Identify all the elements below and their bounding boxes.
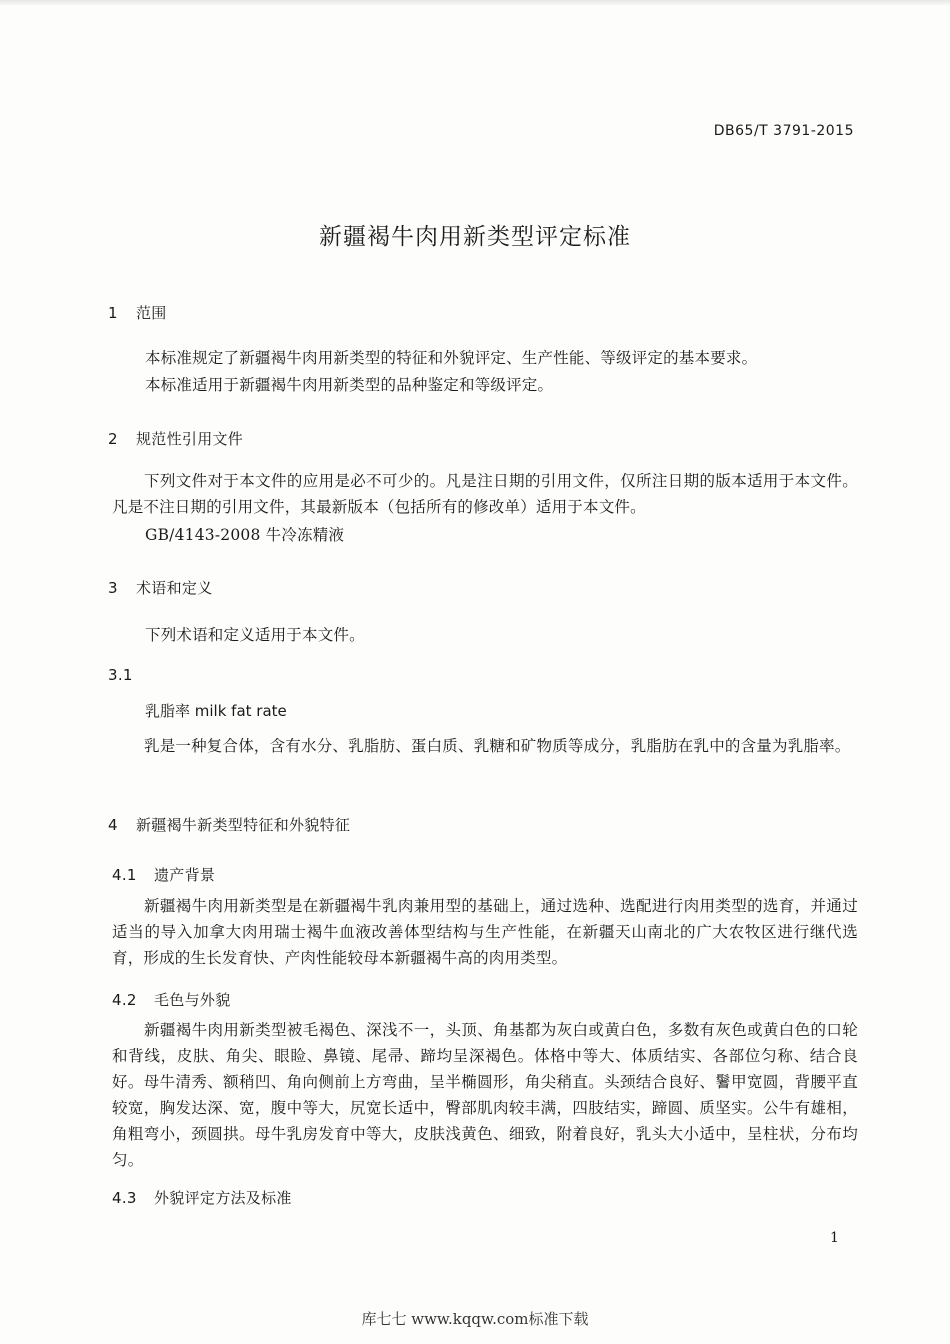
subsection-4-2-paragraph: 新疆褐牛肉用新类型被毛褐色、深浅不一，头顶、角基都为灰白或黄白色，多数有灰色或黄白色的口轮和背线，皮肤、角尖、眼睑、鼻镜、尾帚、蹄均呈深褐色。体格中等大、体质结实、各部位匀称、结合良好。母牛清秀、额稍凹、角向侧前上方弯曲，呈半椭圆形，角尖稍直。头颈结合良好、鬐甲宽圆，背腰平直较宽，胸发达深、宽，腹中等大，尻宽长适中，臀部肌肉较丰满，四肢结实，蹄圆、质坚实。公牛有雄相，角粗弯小，颈圆拱。母牛乳房发育中等大，皮肤浅黄色、细致，附着良好，乳头大小适中，呈柱状，分布均匀。	[112, 1021, 858, 1169]
watermark-footer: 库七七 www.kqqw.com标准下载	[361, 1310, 589, 1328]
normative-reference: GB/4143-2008 牛冷冻精液	[145, 526, 345, 544]
term-definition: 乳是一种复合体，含有水分、乳脂肪、蛋白质、乳糖和矿物质等成分，乳脂肪在乳中的含量为乳脂率。	[144, 737, 851, 755]
section-2-heading	[108, 428, 243, 449]
section-title: 新疆褐牛新类型特征和外貌特征	[136, 816, 351, 834]
subsection-number: 4.1	[112, 866, 137, 884]
standard-code: DB65/T 3791-2015	[713, 123, 854, 139]
section-title: 术语和定义	[136, 579, 213, 597]
section-title: 范围	[136, 304, 167, 322]
subsection-title: 遗产背景	[154, 866, 216, 884]
document-title: 新疆褐牛肉用新类型评定标准	[319, 224, 631, 250]
subsection-4-1-paragraph: 新疆褐牛肉用新类型是在新疆褐牛乳肉兼用型的基础上，通过选种、选配进行肉用类型的选育，并通过适当的导入加拿大肉用瑞士褐牛血液改善体型结构与生产性能，在新疆天山南北的广大农牧区进行继代选育，形成的生长发育快、产肉性能较母本新疆褐牛高的肉用类型。	[112, 897, 858, 967]
scan-top-edge	[0, 0, 950, 6]
subsection-number: 4.2	[112, 991, 137, 1009]
section-number: 2	[108, 430, 118, 448]
section-4-heading	[108, 814, 350, 835]
section-1-heading	[108, 302, 167, 323]
section-1-paragraph-2: 本标准适用于新疆褐牛肉用新类型的品种鉴定和等级评定。	[145, 376, 554, 394]
section-3-heading	[108, 577, 213, 598]
section-number: 1	[108, 304, 118, 322]
section-3-paragraph-1: 下列术语和定义适用于本文件。	[145, 626, 365, 644]
section-title: 规范性引用文件	[136, 430, 244, 448]
subsection-number: 4.3	[112, 1189, 137, 1207]
page-number: 1	[830, 1230, 839, 1246]
subsection-title: 外貌评定方法及标准	[154, 1189, 292, 1207]
section-2-paragraph-1: 下列文件对于本文件的应用是必不可少的。凡是注日期的引用文件，仅所注日期的版本适用于本文件。凡是不注日期的引用文件，其最新版本（包括所有的修改单）适用于本文件。	[112, 472, 858, 516]
subsection-4-3-heading	[112, 1187, 292, 1208]
subsection-title: 毛色与外貌	[154, 991, 231, 1009]
subsection-4-2-heading	[112, 989, 231, 1010]
term-milk-fat-rate: 乳脂率 milk fat rate	[145, 702, 287, 720]
subsection-4-1-heading	[112, 864, 215, 885]
section-number: 3	[108, 579, 118, 597]
subsection-3-1-number: 3.1	[108, 666, 133, 684]
section-number: 4	[108, 816, 118, 834]
section-1-paragraph-1: 本标准规定了新疆褐牛肉用新类型的特征和外貌评定、生产性能、等级评定的基本要求。	[145, 349, 758, 367]
